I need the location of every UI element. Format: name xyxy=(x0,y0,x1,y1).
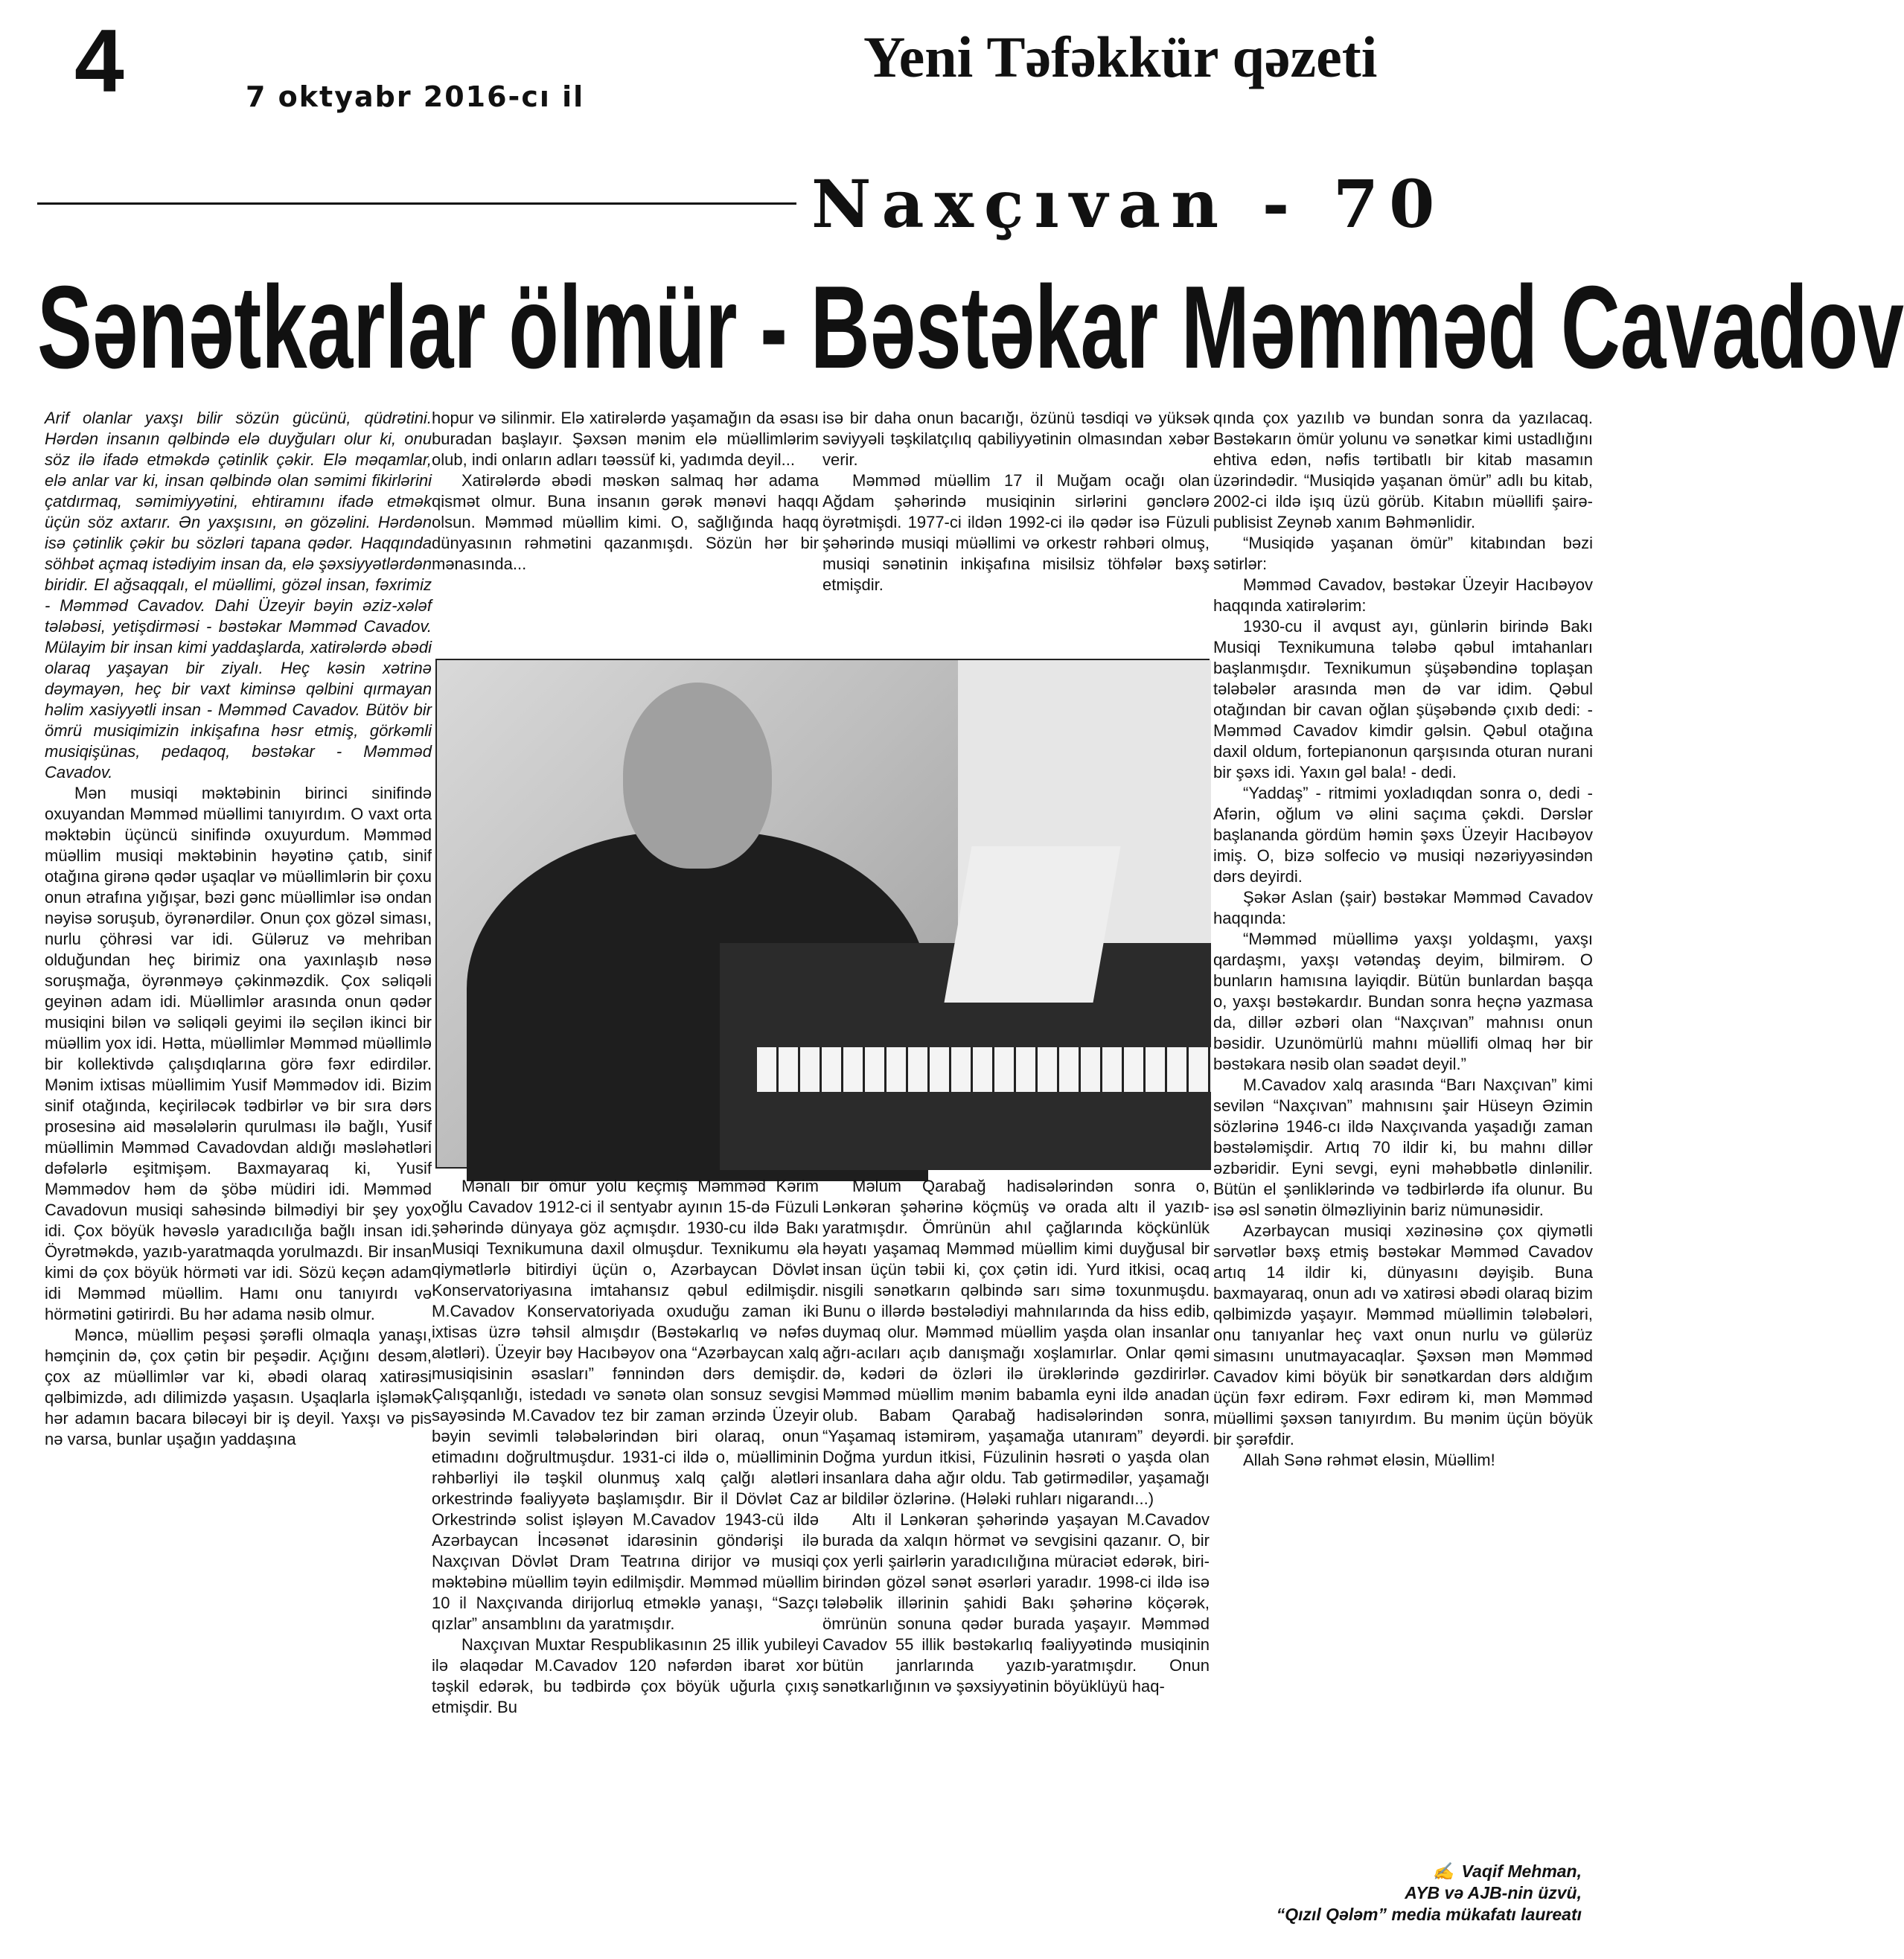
body-paragraph: Naxçıvan Muxtar Respublikasının 25 illik yubileyi ilə əlaqədar M.Cavadov 120 nəfərdən ibarət xor təşkil edərək, bu tədbirdə çox böyük uğurla çıxış etmişdir. Bu xyxy=(432,1635,819,1716)
article-column-2-top xyxy=(432,408,819,661)
article-column-3-top xyxy=(822,408,1210,661)
body-paragraph: Azərbaycan musiqi xəzinəsinə çox qiymətli sərvətlər bəxş etmiş bəstəkar Məmməd Cavadov artıq 14 ildir ki, dünyasını dəyişib. Buna baxmayaraq, onun adı və xatirəsi əbədi olaraq bizim qəlbimizdə yaşayır. Məmməd müəllimin tələbələri, onu tanıyanlar heç vaxt onun nurlu və gülərüz simasını unutmayacaqlar. Şəxsən mən Məmməd Cavadov kimi böyük bir sənətkardan dərs aldığım üçün fəxr edirəm. Fəxr edirəm ki, mən Məmməd müəllimi şəxsən tanıyırdım. Bu mənim üçün böyük bir şərəfdir. xyxy=(1213,1221,1593,1448)
section-title: Naxçıvan - 70 xyxy=(811,165,1445,243)
photo-piano-keys xyxy=(757,1047,1211,1092)
body-paragraph: Məncə, müəllim peşəsi şərəfli olmaqla yanaşı, həmçinin də, çox çətin bir peşədir. Açığını desəm, çox az müəllimlər var ki, əbədi olaraq xatirəsi qəlbimizdə, adı dilimizdə yaşasın. Uşaqlarla işləmək hər adamın bacara biləcəyi bir iş deyil. Yaxşı və pis nə varsa, bunlar uşağın yaddaşına xyxy=(45,1326,432,1448)
newspaper-name: Yeni Təfəkkür qəzeti xyxy=(863,25,1378,89)
composer-photo xyxy=(435,659,1210,1169)
body-paragraph: hopur və silinmir. Elə xatirələrdə yaşamağın da əsası buradan başlayır. Şəxsən mənim elə müəllimlərim olub, indi onların adları təəssüf ki, yadımda deyil... xyxy=(432,409,819,469)
body-paragraph: “Yaddaş” - ritmimi yoxladıqdan sonra o, dedi - Afərin, oğlum və əlini saçıma çəkdi. Dərslər başlananda gördüm həmin şəxs Üzeyir Hacıbəyov imiş. O, bizə solfecio və musiqi nəzəriyyəsindən dərs deyirdi. xyxy=(1213,784,1593,886)
author-name: Vaqif Mehman, xyxy=(1461,1861,1582,1881)
author-award: “Qızıl Qələm” media mükafatı laureatı xyxy=(1276,1905,1582,1924)
body-paragraph: Məmməd Cavadov, bəstəkar Üzeyir Hacıbəyov haqqında xatirələrim: xyxy=(1213,575,1593,615)
body-paragraph: Məmməd müəllim 17 il Muğam ocağı olan Ağdam şəhərində musiqinin sirlərini gənclərə öyrətmişdi. 1977-ci ildən 1992-ci ilə qədər isə Füzuli şəhərində musiqi müəllimi və orkestr rəhbəri olmuş, musiqi sənətinin inkişafına misilsiz töhfələr bəxş etmişdir. xyxy=(822,471,1210,594)
body-paragraph: qında çox yazılıb və bundan sonra da yazılacaq. Bəstəkarın ömür yolunu və sənətkar kimi ustadlığını ehtiva edən, nəfis tərtibatlı bir kitab masamın üzərindədir. “Musiqidə yaşanan ömür” adlı bu kitab, 2002-ci ildə işıq üzü görüb. Kitabın müəllifi şairə-publisist Zeynəb xanım Bəhmənlidir. xyxy=(1213,409,1593,531)
author-affiliation: AYB və AJB-nin üzvü, xyxy=(1405,1883,1582,1902)
body-paragraph: “Musiqidə yaşanan ömür” kitabından bəzi sətirlər: xyxy=(1213,534,1593,573)
article-column-1 xyxy=(45,408,432,1941)
body-paragraph: Altı il Lənkəran şəhərində yaşayan M.Cavadov burada da xalqın hörmət və sevgisini qazanır. O, bir çox yerli şairlərin yaradıcılığına müraciət edərək, biri-birindən gözəl sənət əsərləri yaradır. 1998-ci ildə isə tələbəlik illərinin şahidi Bakı şəhərinə köçərək, ömrünün sonuna qədər burada yaşayır. Məmməd Cavadov 55 illik bəstəkarlıq fəaliyyətində musiqinin bütün janrlarında yazıb-yaratmışdır. Onun sənətkarlığının və şəxsiyyətinin böyüklüyü haq- xyxy=(822,1510,1210,1696)
body-paragraph: Mən musiqi məktəbinin birinci sinifində oxuyandan Məmməd müəllimi tanıyırdım. O vaxt orta məktəbin üçüncü sinifində oxuyurdum. Məmməd müəllim musiqi məktəbinin həyətinə çatıb, sinif otağına girənə qədər uşaqlar və müəllimlərin bir çoxu onun ətrafına yığışar, bəzi gənc müəllimlər isə ondan nəyisə soruşub, öyrənərdilər. Onun çox gözəl siması, nurlu çöhrəsi var idi. Güləruz və mehriban olduğundan heç birimiz ona yaxınlaşıb nəsə soruşmağa, öyrənməyə çəkinməzdik. Çox səliqəli geyinən adam idi. Müəllimlər arasında onun qədər musiqini bilən və səliqəli geyimi ilə seçilən ikinci bir müəllim yox idi. Hətta, müəllimlər Məmməd müəllimlə bir kollektivdə çalışdıqlarına görə fəxr edirdilər. Mənim ixtisas müəllimim Yusif Məmmədov idi. Bizim sinif otağında, keçiriləcək tədbirlər və bir sıra dərs prosesinə aid məsələlərin qurulması ilə bağlı, Yusif müəllimin Məmməd Cavadovdan aldığı məsləhətləri dəfələrlə eşitmişəm. Baxmayaraq ki, Yusif Məmmədov həm də şöbə müdiri idi. Məmməd Cavadovun musiqi sahəsində bilmədiyi bir şey yox idi. Çox böyük həvəslə yaradıcılığa bağlı insan idi. Öyrətməkdə, yazıb-yaratmaqda yorulmazdı. Bir insan kimi də çox böyük hörməti var idi. Sözü keçən adam idi Məmməd müəllim. Hamı onu tanıyırdı və hörmətini gətirirdi. Bu hər adama nəsib olmur. xyxy=(45,784,432,1323)
body-paragraph: Mənalı bir ömür yolu keçmiş Məmməd Kərim oğlu Cavadov 1912-ci il sentyabr ayının 15-də Füzuli şəhərində dünyaya göz açmışdır. 1930-cu ildə Bakı Musiqi Texnikumuna daxil olmuşdur. Texnikumu əla qiymətlərlə bitirdiyi üçün o, Azərbaycan Dövlət Konservatoriyasına imtahansız qəbul edilmişdir. M.Cavadov Konservatoriyada oxuduğu zaman iki ixtisas üzrə təhsil almışdır (Bəstəkarlıq və nəfəs alətləri). Üzeyir bəy Hacıbəyov ona “Azərbaycan xalq musiqisinin əsasları” fənnindən dərs demişdir. Çalışqanlığı, istedadı və sənətə olan sonsuz sevgisi sayəsində M.Cavadov tez bir zaman ərzində Üzeyir bəyin sevimli tələbələrindən biri olaraq, onun etimadını doğrultmuşdur. 1931-ci ildə o, müəlliminin rəhbərliyi ilə təşkil olunmuş xalq çalğı alətləri orkestrində fəaliyyətə başlamışdır. Bir il Dövlət Caz Orkestrində solist işləyən M.Cavadov 1943-cü ildə Azərbaycan İncəsənət idarəsinin göndərişi ilə Naxçıvan Dövlət Dram Teatrına dirijor və musiqi məktəbinə müəllim təyin edilmişdir. Məmməd müəllim 10 il Naxçıvanda dirijorluq etməklə yanaşı, “Sazçı qızlar” ansamblını da yaratmışdır. xyxy=(432,1177,819,1633)
body-paragraph: Xatirələrdə əbədi məskən salmaq hər adama qismət olmur. Buna insanın gərək mənəvi haqqı olsun. Məmməd müəllim kimi. O, sağlığında haqq dünyasının rəhmətini qazanmışdı. Sözün hər bir mənasında... xyxy=(432,471,819,573)
intro-paragraph: Arif olanlar yaxşı bilir sözün gücünü, qüdrətini. Hərdən insanın qəlbində elə duyğuları olur ki, onu söz ilə ifadə etməkdə çətinlik çəkir. Elə məqamlar, elə anlar var ki, insan qəlbində olan səmimi fikirlərini çatdırmaq, səmimiyyətini, ehtiramını ifadə etmək üçün söz axtarır. Ən yaxşısını, ən gözəlini. Hərdən isə çətinlik çəkir bu sözləri tapana qədər. Haqqında söhbət açmaq istədiyim insan da, elə şəxsiyyətlərdən biridir. El ağsaqqalı, el müəllimi, gözəl insan, fəxrimiz - Məmməd Cavadov. Dahi Üzeyir bəyin əziz-xələf tələbəsi, yetişdirməsi - bəstəkar Məmməd Cavadov. Mülayim bir insan kimi yaddaşlarda, xatirələrdə əbədi olaraq yaşayan bir ziyalı. Heç kəsin xətrinə dəymayən, heç bir vaxt kiminsə qəlbini qırmayan həlim xasiyyətli insan - Məmməd Cavadov. Bütöv bir ömrü musiqimizin inkişafına həsr etmiş, görkəmli musiqişünas, pedaqoq, bəstəkar - Məmməd Cavadov. xyxy=(45,409,432,782)
article-column-4 xyxy=(1213,408,1593,1867)
page-number: 4 xyxy=(74,11,124,111)
article-column-3-bottom xyxy=(822,1176,1210,1943)
section-rule xyxy=(37,202,796,205)
body-paragraph: M.Cavadov xalq arasında “Barı Naxçıvan” kimi sevilən “Naxçıvan” mahnısını şair Hüseyn Əzimin sözlərinə 1946-cı ildə Naxçıvanda yaşadığı zaman bəstələmişdir. Artıq 70 ildir ki, bu mahnı dillər əzbəridir. Eyni sevgi, eyni məhəbbətlə dinlənilir. Bütün el şənliklərində və tədbirlərdə ifa olunur. Bu isə əsl sənətin ölməzliyinin bariz nümunəsidir. xyxy=(1213,1076,1593,1219)
photo-sheet-music xyxy=(944,846,1120,1003)
headline: Sənətkarlar ölmür - Bəstəkar Məmməd Cavadov xyxy=(37,262,1904,393)
pen-icon: ✍ xyxy=(1432,1861,1454,1881)
body-paragraph: isə bir daha onun bacarığı, özünü təsdiqi və yüksək səviyyəli təşkilatçılıq qabiliyyətinin olmasından xəbər verir. xyxy=(822,409,1210,469)
body-paragraph: “Məmməd müəllimə yaxşı yoldaşmı, yaxşı qardaşmı, yaxşı vətəndaş deyim, bilmirəm. O bunların hamısına layiqdir. Bütün bunlardan başqa o, yaxşı bəstəkardır. Bundan sonra heçnə yazmasa da, dillər əzbəri olan “Naxçıvan” mahnısı onun bəsidir. Uzunömürlü mahnı müəllifi olmaq hər bir bəstəkara nəsib olan səadət deyil.” xyxy=(1213,930,1593,1073)
closing-line: Allah Sənə rəhmət eləsin, Müəllim! xyxy=(1243,1451,1495,1469)
photo-figure-head xyxy=(623,683,772,869)
body-paragraph: Məlum Qarabağ hadisələrindən sonra o, Lənkəran şəhərinə köçmüş və orada altı il yazıb-yaratmışdır. Ömrünün ahıl çağlarında köçkünlük həyatı yaşamaq Məmməd müəllim kimi duyğusal bir insan üçün təbii ki, çox çətin idi. Yurd itkisi, ocaq nisgili sənətkarın qəlbində sarı simə toxunmuşdu. Bunu o illərdə bəstələdiyi mahnılarında da hiss edib, duymaq olur. Məmməd müəllim yaşda olan insanlar ağrı-acıları açıb danışmağı xoşlamırlar. Onlar qəmi də, kədəri də özləri ilə ürəklərində gəzdirirlər. Məmməd müəllim mənim babamla eyni ildə anadan olub. Babam Qarabağ hadisələrindən sonra, “Yaşamaq istəmirəm, yaşamağa utanıram” deyərdi. Doğma yurdun itkisi, Füzulinin həsrəti o yaşda olan insanlara daha ağır oldu. Tab gətirmədilər, yaşamağı ar bildilər özlərinə. (Hələki ruhları nigarandı...) xyxy=(822,1177,1210,1508)
article-column-2-bottom xyxy=(432,1176,819,1943)
author-signature xyxy=(1213,1861,1582,1926)
body-paragraph: Şəkər Aslan (şair) bəstəkar Məmməd Cavadov haqqında: xyxy=(1213,888,1593,927)
body-paragraph: 1930-cu il avqust ayı, günlərin birində Bakı Musiqi Texnikumuna tələbə qəbul imtahanları başlanmışdır. Texnikumun şüşəbəndinə toplaşan tələbələr arasında mən də var idim. Qəbul otağından bir cavan oğlan şüşəbəndə çıxıb dedi: - Məmməd Cavadov kimdir gəlsin. Qəbul otağına daxil oldum, fortepianonun qarşısında oturan nurani bir şəxs idi. Yaxın gəl bala! - dedi. xyxy=(1213,617,1593,782)
issue-date: 7 oktyabr 2016-cı il xyxy=(246,80,585,113)
